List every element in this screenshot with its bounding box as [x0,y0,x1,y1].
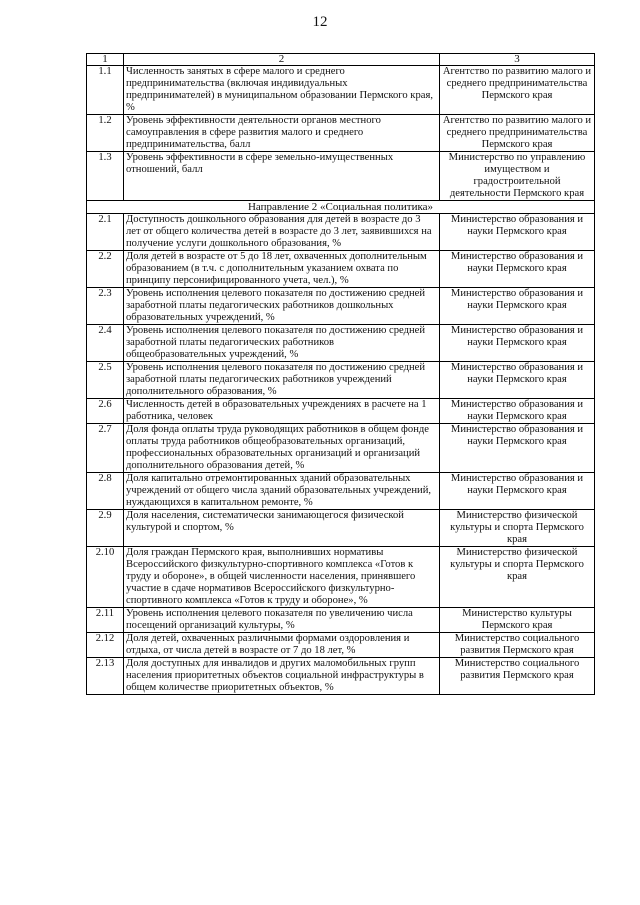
row-number: 2.5 [87,362,124,399]
table-row [87,510,595,547]
indicator-name: Уровень исполнения целевого показателя по достижению средней заработной платы педагогических работников дошкольных образовательных учреждений, % [124,288,440,325]
indicator-name: Уровень эффективности деятельности органов местного самоуправления в сфере развития малого и среднего предпринимательства, балл [124,115,440,152]
table-row [87,399,595,424]
responsible-body: Министерство образования и науки Пермского края [440,473,595,510]
responsible-body: Министерство образования и науки Пермского края [440,288,595,325]
table-row [87,658,595,695]
row-number: 2.13 [87,658,124,695]
responsible-body: Министерство культуры Пермского края [440,608,595,633]
row-number: 2.9 [87,510,124,547]
responsible-body: Министерство образования и науки Пермского края [440,325,595,362]
indicator-name: Численность занятых в сфере малого и среднего предпринимательства (включая индивидуальных предпринимателей) в муниципальном образовании Пермского края, % [124,66,440,115]
row-number: 1.3 [87,152,124,201]
indicator-name: Доля капитально отремонтированных зданий образовательных учреждений от общего числа зданий образовательных учреждений, нуждающихся в капитальном ремонте, % [124,473,440,510]
indicator-name: Уровень эффективности в сфере земельно-имущественных отношений, балл [124,152,440,201]
indicator-name: Доля граждан Пермского края, выполнивших нормативы Всероссийского физкультурно-спортивного комплекса «Готов к труду и обороне», в общей численности населения, принявшего участие в сдаче нормативов Всероссийского физкультурно-спортивного комплекса «Готов к труду и обороне», % [124,547,440,608]
table-row [87,362,595,399]
row-number: 2.2 [87,251,124,288]
row-number: 2.6 [87,399,124,424]
column-header: 2 [124,54,440,66]
responsible-body: Министерство образования и науки Пермского края [440,214,595,251]
row-number: 2.1 [87,214,124,251]
table-row [87,473,595,510]
row-number: 2.12 [87,633,124,658]
responsible-body: Министерство социального развития Пермского края [440,633,595,658]
indicator-name: Доля детей в возрасте от 5 до 18 лет, охваченных дополнительным образованием (в т.ч. с дополнительным указанием охвата по принципу персонифицированного учета, чел.), % [124,251,440,288]
table-row [87,633,595,658]
indicator-name: Доля фонда оплаты труда руководящих работников в общем фонде оплаты труда работников общеобразовательных организаций, профессиональных образовательных организаций и организаций дополнительного образования детей, % [124,424,440,473]
table-row [87,251,595,288]
indicator-name: Доля доступных для инвалидов и других маломобильных групп населения приоритетных объектов социальной инфраструктуры в общем количестве приоритетных объектов, % [124,658,440,695]
row-number: 2.11 [87,608,124,633]
indicator-name: Доступность дошкольного образования для детей в возрасте до 3 лет от общего количества детей в возрасте до 3 лет, заявившихся на получение услуги дошкольного образования, % [124,214,440,251]
table-row [87,325,595,362]
table-row [87,152,595,201]
row-number: 1.2 [87,115,124,152]
table-row [87,115,595,152]
section-title: Направление 2 «Социальная политика» [87,201,595,214]
table-row [87,424,595,473]
responsible-body: Министерство образования и науки Пермского края [440,362,595,399]
responsible-body: Агентство по развитию малого и среднего предпринимательства Пермского края [440,66,595,115]
table-row [87,66,595,115]
row-number: 2.4 [87,325,124,362]
indicator-name: Доля населения, систематически занимающегося физической культурой и спортом, % [124,510,440,547]
responsible-body: Агентство по развитию малого и среднего предпринимательства Пермского края [440,115,595,152]
row-number: 2.10 [87,547,124,608]
table-row [87,547,595,608]
table-row [87,288,595,325]
responsible-body: Министерство образования и науки Пермского края [440,251,595,288]
responsible-body: Министерство по управлению имуществом и градостроительной деятельности Пермского края [440,152,595,201]
column-header: 3 [440,54,595,66]
row-number: 2.8 [87,473,124,510]
row-number: 2.3 [87,288,124,325]
responsible-body: Министерство социального развития Пермского края [440,658,595,695]
responsible-body: Министерство физической культуры и спорта Пермского края [440,510,595,547]
table-body-top [87,66,595,201]
indicator-name: Численность детей в образовательных учреждениях в расчете на 1 работника, человек [124,399,440,424]
table-row [87,608,595,633]
responsible-body: Министерство образования и науки Пермского края [440,424,595,473]
indicator-name: Уровень исполнения целевого показателя по достижению средней заработной платы педагогических работников учреждений дополнительного образования, % [124,362,440,399]
table-row [87,214,595,251]
indicators-table [86,53,595,695]
indicator-name: Уровень исполнения целевого показателя по увеличению числа посещений организаций культуры, % [124,608,440,633]
table-header-row [87,54,595,66]
page-number: 12 [312,14,328,30]
indicator-name: Уровень исполнения целевого показателя по достижению средней заработной платы педагогических работников общеобразовательных учреждений, % [124,325,440,362]
row-number: 1.1 [87,66,124,115]
column-header: 1 [87,54,124,66]
indicator-name: Доля детей, охваченных различными формами оздоровления и отдыха, от числа детей в возрасте от 7 до 18 лет, % [124,633,440,658]
table-body-section [87,214,595,695]
responsible-body: Министерство физической культуры и спорта Пермского края [440,547,595,608]
section-row [87,201,595,214]
row-number: 2.7 [87,424,124,473]
responsible-body: Министерство образования и науки Пермского края [440,399,595,424]
